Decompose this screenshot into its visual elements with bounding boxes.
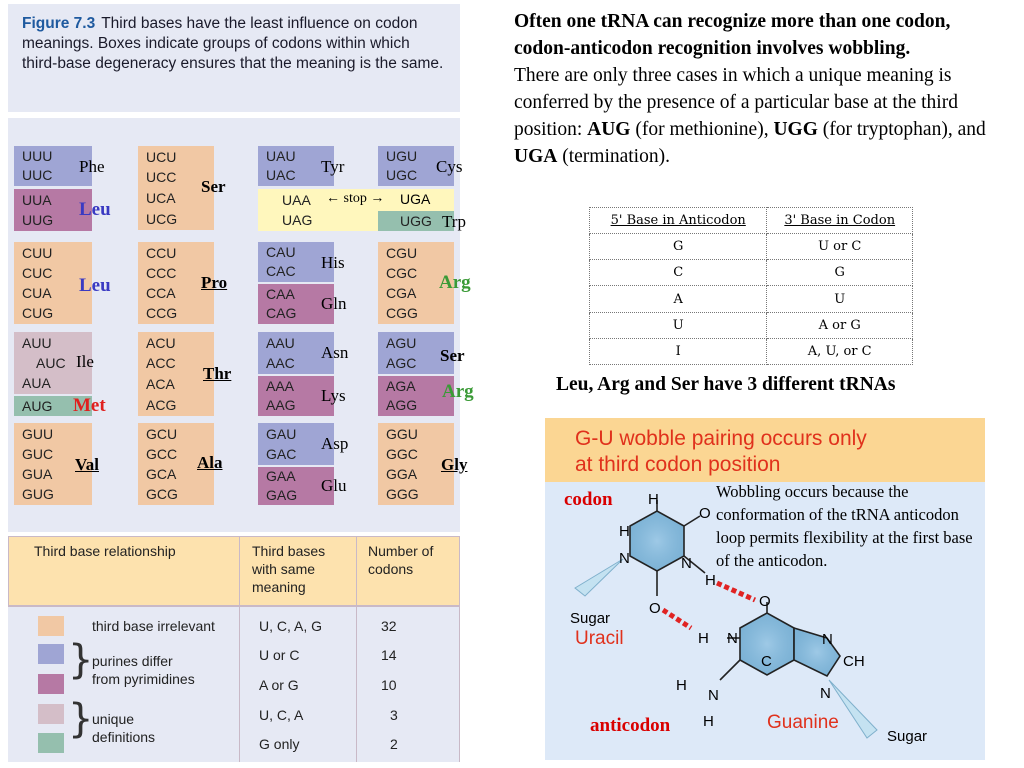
amino-acid-ile: Ile [76,352,94,371]
explanation-heading: Often one tRNA can recognize more than one codon, codon-anticodon recognition involves wobbling. [514,11,951,59]
bases-cell: A or G [259,677,299,693]
anticodon-base: C [590,260,767,286]
codon: CUC [22,265,53,281]
atom-label: O [649,600,661,617]
atom-label: N [727,630,738,647]
atom-label: O [759,593,771,610]
label-purines-1: purines differ [92,653,173,669]
codon-base: A or G [767,312,913,338]
anticodon-base: A [590,286,767,312]
codon: AUU [22,335,52,351]
header-divider [8,606,460,607]
codon: CGA [386,285,417,301]
hydrogen-bond [663,610,691,628]
body-text: There are only three cases in which a unique meaning is conferred by the presence of a particular base at the third position: [514,65,958,140]
atom-label: N [681,555,692,572]
atom-label: CH [843,653,865,670]
codon: CGG [386,305,418,321]
atom-label: N [820,685,831,702]
stop-label: ← stop → [326,191,385,206]
codon: CCU [146,245,177,261]
hydrogen-bond [717,583,755,600]
brace-unique: } [68,696,94,742]
amino-acid-his: His [321,253,345,272]
codon: CAA [266,286,295,302]
codon: UUU [22,148,53,164]
codon: GGU [386,426,418,442]
codon: CUG [22,305,54,321]
codon: CAC [266,263,296,279]
codon: GAU [266,426,297,442]
base-pair-diagram [545,418,985,760]
codon: ACA [146,376,175,392]
column-divider [239,536,240,762]
figure-caption-text: Third bases have the least influence on codon meanings. Boxes indicate groups of codons within which third-base degeneracy ensures that the meaning is the same. [22,15,444,72]
label-unique-1: unique [92,711,135,727]
amino-acid-met: Met [73,395,106,416]
header-number: Number of codons [368,543,434,577]
wobble-title-line-2: at third codon position [575,453,781,476]
amino-acid-pro: Pro [201,273,228,292]
codon-base: U or C [767,234,913,260]
codon-aug: AUG [587,119,631,140]
wobble-description: Wobbling occurs because the conformation of the tRNA anticodon loop permits flexibility at the first base of the anticodon. [716,482,973,570]
brace-purines: } [68,637,94,683]
swatch-unique-uca [38,704,64,724]
anticodon-label: anticodon [590,715,671,736]
atom-label: H [619,523,630,540]
count-cell: 14 [381,647,397,663]
codon: UUG [22,212,54,228]
codon: GCG [146,486,178,502]
codon: UAU [266,148,296,164]
amino-acid-trp: Trp [442,212,466,231]
codon-label: codon [564,489,613,510]
atom-label: N [822,631,833,648]
codon: AGA [386,378,416,394]
atom-label: C [761,653,772,670]
codon-box-stop [258,189,334,231]
amino-acid-asn: Asn [321,343,349,362]
table-row [590,312,913,338]
sugar-label: Sugar [887,728,928,745]
table-header-row [590,208,913,234]
codon: GCA [146,466,177,482]
label-purines-2: from pyrimidines [92,671,195,687]
anticodon-base: U [590,312,767,338]
codon: UAA [282,192,311,208]
count-cell: 2 [390,736,398,752]
codon: UAC [266,167,296,183]
codon-table [8,118,474,532]
codon-ugg: UGG [773,119,818,140]
wobble-title-line-1: G-U wobble pairing occurs only [575,427,867,450]
codon: AAA [266,378,295,394]
codon: GAG [266,487,298,503]
codon: GGC [386,446,418,462]
swatch-purines-u-c [38,644,64,664]
amino-acid-arg-2: Arg [442,381,474,402]
header-codon: 3' Base in Codon [767,208,913,234]
codon: GUC [22,446,54,462]
atom-label: H [705,572,716,589]
atom-label: H [703,713,714,730]
codon-base: A, U, or C [767,338,913,364]
codon: GAA [266,468,296,484]
codon-stop-uga: UGA [400,191,431,207]
codon: UCU [146,149,177,165]
codon: CUA [22,285,52,301]
sugar-label: Sugar [570,610,611,627]
codon: GAC [266,446,297,462]
third-base-table [8,536,460,762]
amino-acid-val: Val [75,455,99,474]
amino-acid-arg-1: Arg [439,272,471,293]
codon: AUC [36,355,66,371]
amino-acid-leu-2: Leu [79,275,111,296]
codon-base: G [767,260,913,286]
amino-acid-ser-2: Ser [440,346,465,365]
codon: GGA [386,466,418,482]
amino-acid-lys: Lys [321,386,346,405]
codon: CGU [386,245,418,261]
figure-caption [8,4,460,112]
codon: AAU [266,335,295,351]
table-row [590,286,913,312]
codon: UCC [146,169,177,185]
codon: UGU [386,148,418,164]
codon: CUU [22,245,53,261]
table-row [590,234,913,260]
codon: CAU [266,244,296,260]
label-unique-2: definitions [92,729,156,745]
amino-acid-gly: Gly [441,455,468,474]
amino-acid-glu: Glu [321,476,347,495]
label-irrelevant: third base irrelevant [92,618,215,634]
count-cell: 10 [381,677,397,693]
codon: AUG [22,398,53,414]
codon: GCC [146,446,178,462]
codon: GUA [22,466,53,482]
trna-note: Leu, Arg and Ser have 3 different tRNAs [556,374,896,395]
bond-line [684,516,700,526]
uracil-sugar-link [575,559,623,596]
bases-cell: G only [259,736,300,752]
amino-acid-ser-1: Ser [201,177,226,196]
amino-acid-asp: Asp [321,434,349,453]
column-divider [356,536,357,762]
codon: GCU [146,426,178,442]
table-row [590,260,913,286]
body-text: (termination). [557,146,670,167]
codon-uga: UGA [514,146,558,167]
codon: GUG [22,486,54,502]
codon: UGG [400,213,432,229]
codon: AGU [386,335,417,351]
guanine-ring-5 [794,628,840,676]
header-relationship: Third base relationship [34,543,176,559]
atom-label: N [708,687,719,704]
codon: CAG [266,305,297,321]
anticodon-base: G [590,234,767,260]
codon: UUA [22,192,52,208]
uracil-label: Uracil [575,628,624,649]
atom-label: H [676,677,687,694]
figure-label: Figure 7.3 [22,15,96,32]
codon: GGG [386,486,419,502]
codon: ACC [146,355,176,371]
codon: CCA [146,285,176,301]
swatch-unique-g [38,733,64,753]
amino-acid-gln: Gln [321,294,347,313]
codon: AGG [386,397,418,413]
codon: UCG [146,211,178,227]
atom-label: O [699,505,711,522]
count-cell: 3 [390,707,398,723]
atom-label: H [698,630,709,647]
codon: AGC [386,355,417,371]
atom-label: N [619,550,630,567]
bond-line [720,660,740,680]
codon: AUA [22,375,51,391]
column-divider [459,536,460,762]
bases-cell: U, C, A [259,707,304,723]
body-text: (for methionine), [630,119,774,140]
bases-cell: U, C, A, G [259,618,323,634]
bases-cell: U or C [259,647,300,663]
header-anticodon: 5' Base in Anticodon [590,208,767,234]
count-cell: 32 [381,618,397,634]
codon: CGC [386,265,418,281]
wobble-rules-table [589,207,913,365]
wobble-diagram [545,418,985,760]
codon: GUU [22,426,54,442]
codon: UUC [22,167,53,183]
explanation-body [514,62,1004,170]
header-same-meaning: Third bases with same meaning [252,543,326,595]
codon: CCG [146,305,178,321]
guanine-label: Guanine [767,712,839,733]
amino-acid-ala: Ala [197,453,223,472]
anticodon-base: I [590,338,767,364]
explanation-text [514,8,1004,170]
amino-acid-phe: Phe [79,157,105,176]
codon: ACG [146,397,177,413]
amino-acid-thr: Thr [203,364,232,383]
body-text: (for tryptophan), and [817,119,986,140]
amino-acid-leu-1: Leu [79,199,111,220]
codon: AAC [266,355,295,371]
codon: CCC [146,265,177,281]
codon-base: U [767,286,913,312]
amino-acid-tyr: Tyr [321,157,345,176]
uracil-ring [630,511,684,571]
codon: AAG [266,397,296,413]
atom-label: H [648,491,659,508]
codon: UAG [282,212,313,228]
codon: UGC [386,167,418,183]
amino-acid-cys: Cys [436,157,463,176]
swatch-irrelevant [38,616,64,636]
table-row [590,338,913,364]
swatch-purines-a-g [38,674,64,694]
codon: ACU [146,335,176,351]
codon: UCA [146,190,176,206]
